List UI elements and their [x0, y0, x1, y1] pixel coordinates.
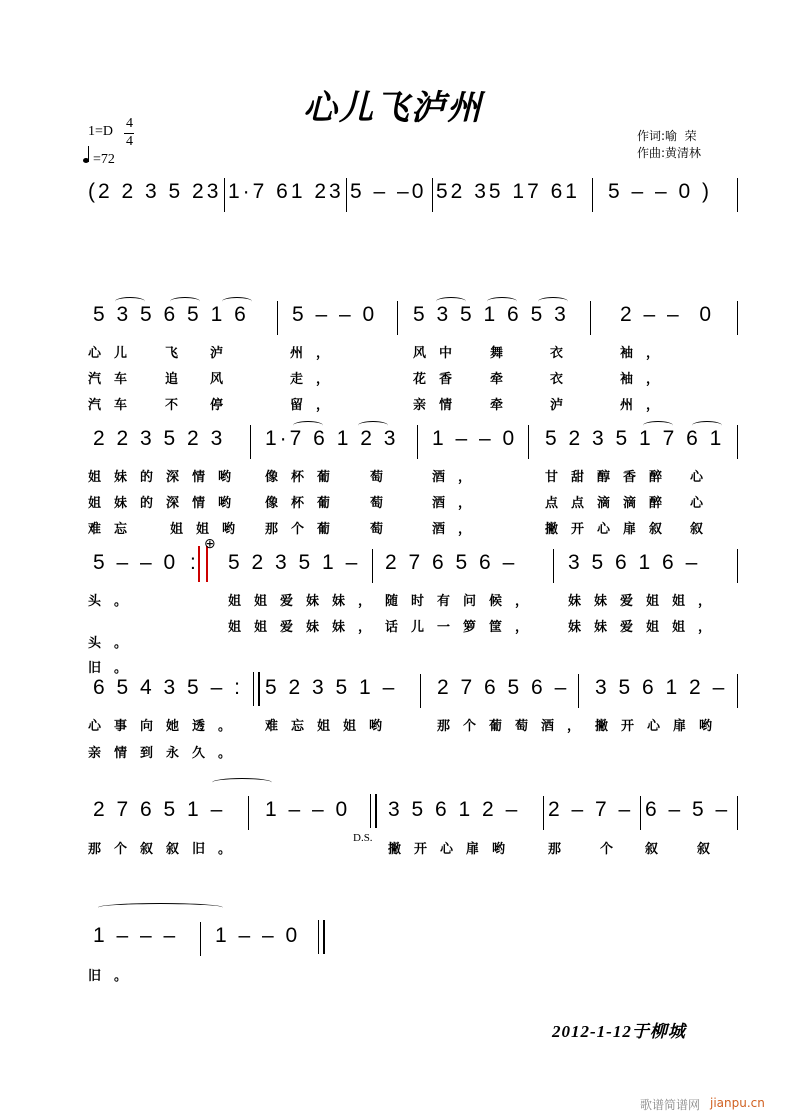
- tempo-marking: =72: [93, 152, 115, 167]
- quarter-note-head-icon: [83, 158, 89, 163]
- lyric-segment: 妹妹爱姐姐，: [568, 620, 725, 635]
- repeat-end-barline: [253, 672, 260, 706]
- lyric-segment: 州，: [290, 346, 343, 361]
- barline: [737, 796, 738, 830]
- lyric-segment: 妹妹爱姐姐，: [568, 594, 725, 609]
- slur-mark: [358, 421, 388, 430]
- barline: [737, 425, 738, 459]
- measure-notes: (2 2 3 5 23: [88, 180, 222, 203]
- lyric-segment: 酒，: [432, 496, 485, 511]
- measure-notes: 3 5 6 1 6 –: [568, 551, 701, 574]
- barline: [592, 178, 593, 212]
- lyric-segment: 萄: [370, 496, 397, 511]
- lyric-segment: 衣: [550, 372, 577, 387]
- lyric-segment: 姐姐爱妹妹，: [228, 620, 385, 635]
- measure-notes: 1 – – 0: [215, 924, 301, 947]
- lyric-segment: 姐妹的深情哟: [88, 470, 245, 485]
- time-signature-top: 4: [126, 116, 133, 131]
- measure-notes: 2 – – 0: [620, 303, 715, 326]
- lyric-segment: 牵: [490, 398, 517, 413]
- lyric-segment: 袖，: [620, 346, 673, 361]
- lyric-segment: 难忘姐姐哟: [265, 719, 396, 734]
- measure-notes: 1·7 6 1 2 3: [265, 427, 399, 450]
- barline: [277, 301, 278, 335]
- measure-notes: 1·7 61 23: [228, 180, 344, 203]
- lyric-segment: 花香: [413, 372, 466, 387]
- lyric-segment: 飞: [165, 346, 192, 361]
- composer-credit: 作曲:黄清林: [637, 146, 702, 160]
- slur-mark: [643, 421, 673, 430]
- barline: [578, 674, 579, 708]
- barline: [590, 301, 591, 335]
- barline: [543, 796, 544, 830]
- lyric-segment: 甘甜醇香醉: [545, 470, 676, 485]
- lyric-segment: 难忘: [88, 522, 141, 537]
- lyric-segment: 风: [210, 372, 237, 387]
- barline: [417, 425, 418, 459]
- lyric-segment: 走，: [290, 372, 343, 387]
- lyric-segment: 泸: [550, 398, 577, 413]
- barline: [372, 549, 373, 583]
- measure-notes: 5 – –0: [350, 180, 427, 203]
- measure-notes: 5 2 3 5 1 –: [265, 676, 398, 699]
- lyric-segment: 酒，: [432, 522, 485, 537]
- coda-sign-icon: ⊕: [204, 537, 216, 552]
- lyric-segment: 亲情到永久。: [88, 746, 245, 761]
- barline: [553, 549, 554, 583]
- double-barline: [370, 794, 377, 828]
- slur-mark: [170, 297, 200, 306]
- measure-notes: 5 2 3 5 1 7 6 1: [545, 427, 725, 450]
- lyric-segment: 像杯葡: [265, 496, 344, 511]
- barline: [640, 796, 641, 830]
- lyric-segment: 叙: [645, 842, 672, 857]
- repeat-dots: :: [190, 551, 199, 574]
- barline: [224, 178, 225, 212]
- barline: [528, 425, 529, 459]
- final-barline: [318, 920, 325, 954]
- lyric-segment: 追: [165, 372, 192, 387]
- watermark-text: 歌谱简谱网: [640, 1098, 701, 1112]
- barline: [737, 674, 738, 708]
- lyric-segment: 姐姐哟: [170, 522, 249, 537]
- measure-notes: 2 7 6 5 1 –: [93, 798, 226, 821]
- measure-notes: 5 3 5 6 5 1 6: [93, 303, 249, 326]
- dal-segno-marking: D.S.: [353, 832, 373, 844]
- measure-notes: 2 2 3 5 2 3: [93, 427, 226, 450]
- lyric-segment: 留，: [290, 398, 343, 413]
- lyric-segment: 舞: [490, 346, 517, 361]
- lyric-segment: 牵: [490, 372, 517, 387]
- lyric-segment: 风中: [413, 346, 466, 361]
- slur-mark: [115, 297, 145, 306]
- measure-notes: 5 2 3 5 1 –: [228, 551, 361, 574]
- measure-notes: 1 – – 0: [432, 427, 518, 450]
- lyric-segment: 衣: [550, 346, 577, 361]
- lyric-segment: 那: [548, 842, 575, 857]
- lyric-segment: 随时有问候，: [385, 594, 542, 609]
- lyric-segment: 州，: [620, 398, 673, 413]
- barline: [200, 922, 201, 956]
- lyric-segment: 撇开心扉哟: [595, 719, 726, 734]
- lyric-segment: 萄: [370, 522, 397, 537]
- lyric-segment: 叙: [690, 522, 717, 537]
- measure-notes: 2 7 6 5 6 –: [437, 676, 570, 699]
- measure-notes: 1 – – 0: [265, 798, 351, 821]
- slur-mark: [538, 297, 568, 306]
- slur-mark: [98, 903, 223, 912]
- lyric-segment: 撇开心扉哟: [388, 842, 519, 857]
- song-title: 心儿飞泸州: [303, 88, 483, 128]
- lyric-segment: 个: [600, 842, 627, 857]
- measure-notes: 1 – – –: [93, 924, 179, 947]
- lyric-segment: 姐妹的深情哟: [88, 496, 245, 511]
- lyric-segment: 头。: [88, 594, 141, 609]
- lyric-segment: 话儿一箩筐，: [385, 620, 542, 635]
- measure-notes: 6 5 4 3 5 – :: [93, 676, 243, 699]
- lyric-segment: 袖，: [620, 372, 673, 387]
- lyric-segment: 心: [690, 496, 717, 511]
- barline: [397, 301, 398, 335]
- lyric-segment: 酒，: [432, 470, 485, 485]
- lyric-segment: 旧。: [88, 969, 141, 984]
- time-signature-bottom: 4: [126, 134, 133, 149]
- lyric-segment: 亲情: [413, 398, 466, 413]
- lyric-segment: 头。: [88, 636, 141, 651]
- slur-mark: [487, 297, 517, 306]
- barline: [737, 549, 738, 583]
- measure-notes: 5 3 5 1 6 5 3: [413, 303, 569, 326]
- measure-notes: 5 – – 0: [292, 303, 378, 326]
- lyric-segment: 心事向她透。: [88, 719, 245, 734]
- lyric-segment: 叙: [697, 842, 724, 857]
- lyric-segment: 不: [165, 398, 192, 413]
- lyric-segment: 那个葡萄酒，: [437, 719, 594, 734]
- lyric-segment: 像杯葡: [265, 470, 344, 485]
- lyric-segment: 点点滴滴醉: [545, 496, 676, 511]
- measure-notes: 3 5 6 1 2 –: [388, 798, 521, 821]
- barline: [346, 178, 347, 212]
- measure-notes: 5 – – 0: [93, 551, 179, 574]
- barline: [432, 178, 433, 212]
- slur-mark: [692, 421, 722, 430]
- key-signature: 1=D: [88, 124, 114, 139]
- lyricist-credit: 作词:喻 荣: [637, 129, 697, 143]
- lyric-segment: 汽车: [88, 398, 141, 413]
- measure-notes: 3 5 6 1 2 –: [595, 676, 728, 699]
- lyric-segment: 姐姐爱妹妹，: [228, 594, 385, 609]
- measure-notes: 2 – 7 –: [548, 798, 634, 821]
- measure-notes: 2 7 6 5 6 –: [385, 551, 518, 574]
- barline: [420, 674, 421, 708]
- barline: [250, 425, 251, 459]
- barline: [737, 301, 738, 335]
- lyric-segment: 那个叙叙旧。: [88, 842, 245, 857]
- lyric-segment: 萄: [370, 470, 397, 485]
- date-signature: 2012-1-12于柳城: [552, 1022, 686, 1041]
- lyric-segment: 汽车: [88, 372, 141, 387]
- lyric-segment: 那个葡: [265, 522, 344, 537]
- measure-notes: 6 – 5 –: [645, 798, 731, 821]
- slur-mark: [222, 297, 252, 306]
- slur-mark: [436, 297, 466, 306]
- lyric-segment: 心: [690, 470, 717, 485]
- watermark-url: jianpu.cn: [710, 1096, 765, 1110]
- lyric-segment: 泸: [210, 346, 237, 361]
- barline: [248, 796, 249, 830]
- lyric-segment: 心儿: [88, 346, 141, 361]
- measure-notes: 5 – – 0 ): [608, 180, 713, 203]
- slur-mark: [293, 421, 323, 430]
- lyric-segment: 旧。: [88, 661, 141, 676]
- lyric-segment: 停: [210, 398, 237, 413]
- measure-notes: 52 35 17 61: [436, 180, 580, 203]
- barline: [737, 178, 738, 212]
- slur-mark: [212, 778, 272, 787]
- lyric-segment: 撇开心扉叙: [545, 522, 676, 537]
